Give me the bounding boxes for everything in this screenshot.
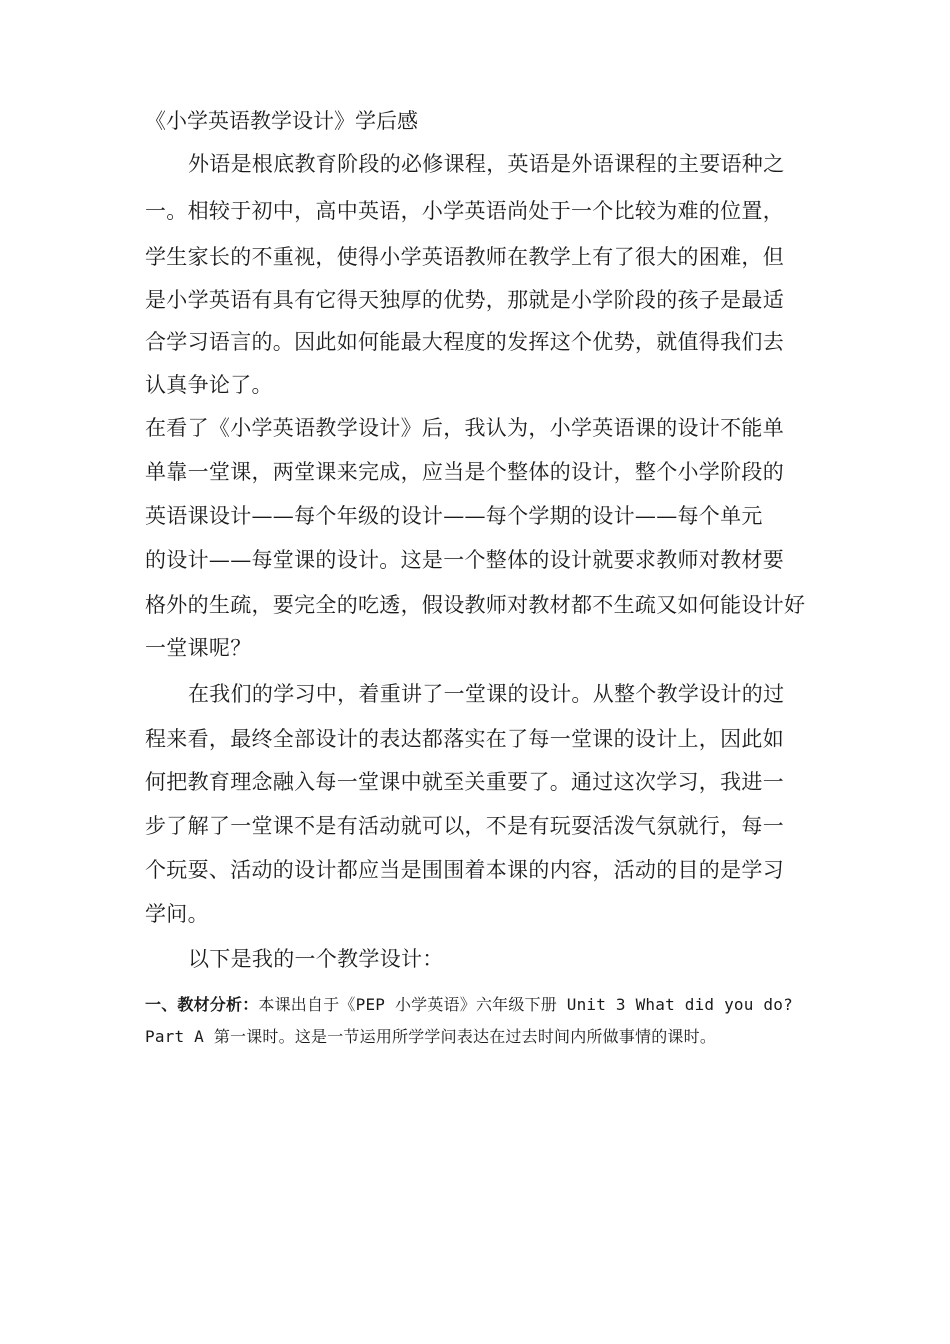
paragraph1-line: 是小学英语有具有它得天独厚的优势，那就是小学阶段的孩子是最适	[145, 288, 784, 312]
paragraph3-line: 程来看，最终全部设计的表达都落实在了每一堂课的设计上，因此如	[145, 727, 784, 751]
paragraph3-line: 个玩耍、活动的设计都应当是围围着本课的内容，活动的目的是学习	[145, 858, 784, 882]
section1-line	[145, 992, 793, 1018]
paragraph1-line: 学生家长的不重视，使得小学英语教师在教学上有了很大的困难，但	[145, 245, 784, 269]
paragraph3-line: 步了解了一堂课不是有活动就可以，不是有玩耍活泼气氛就行，每一	[145, 814, 784, 838]
paragraph2-line: 格外的生疏，要完全的吃透，假设教师对教材都不生疏又如何能设计好	[145, 593, 806, 617]
paragraph1-line: 外语是根底教育阶段的必修课程，英语是外语课程的主要语种之	[188, 152, 785, 176]
paragraph3-line: 在我们的学习中，着重讲了一堂课的设计。从整个教学设计的过	[188, 682, 785, 706]
paragraph3-line: 学问。	[145, 902, 209, 926]
paragraph1-line: 一。相较于初中，高中英语，小学英语尚处于一个比较为难的位置，	[145, 199, 784, 223]
document-title: 《小学英语教学设计》学后感	[145, 109, 418, 133]
section1-text: 本课出自于《PEP 小学英语》六年级下册 Unit 3 What did you do?	[258, 995, 793, 1014]
paragraph1-line: 合学习语言的。因此如何能最大程度的发挥这个优势，就值得我们去	[145, 330, 784, 354]
paragraph1-line: 认真争论了。	[145, 373, 273, 397]
section1-heading: 一、教材分析：	[145, 995, 259, 1014]
paragraph2-line: 一堂课呢？	[145, 636, 252, 660]
paragraph2-line: 在看了《小学英语教学设计》后，我认为，小学英语课的设计不能单	[145, 416, 784, 440]
paragraph3-line: 何把教育理念融入每一堂课中就至关重要了。通过这次学习，我进一	[145, 770, 784, 794]
section1-line: Part A 第一课时。这是一节运用所学学问表达在过去时间内所做事情的课时。	[145, 1027, 717, 1046]
paragraph2-line: 的设计——每堂课的设计。这是一个整体的设计就要求教师对教材要	[145, 548, 784, 572]
paragraph4-line: 以下是我的一个教学设计：	[188, 947, 444, 971]
paragraph2-line: 单靠一堂课，两堂课来完成，应当是个整体的设计，整个小学阶段的	[145, 460, 784, 484]
paragraph2-line: 英语课设计——每个年级的设计——每个学期的设计——每个单元	[145, 504, 763, 528]
